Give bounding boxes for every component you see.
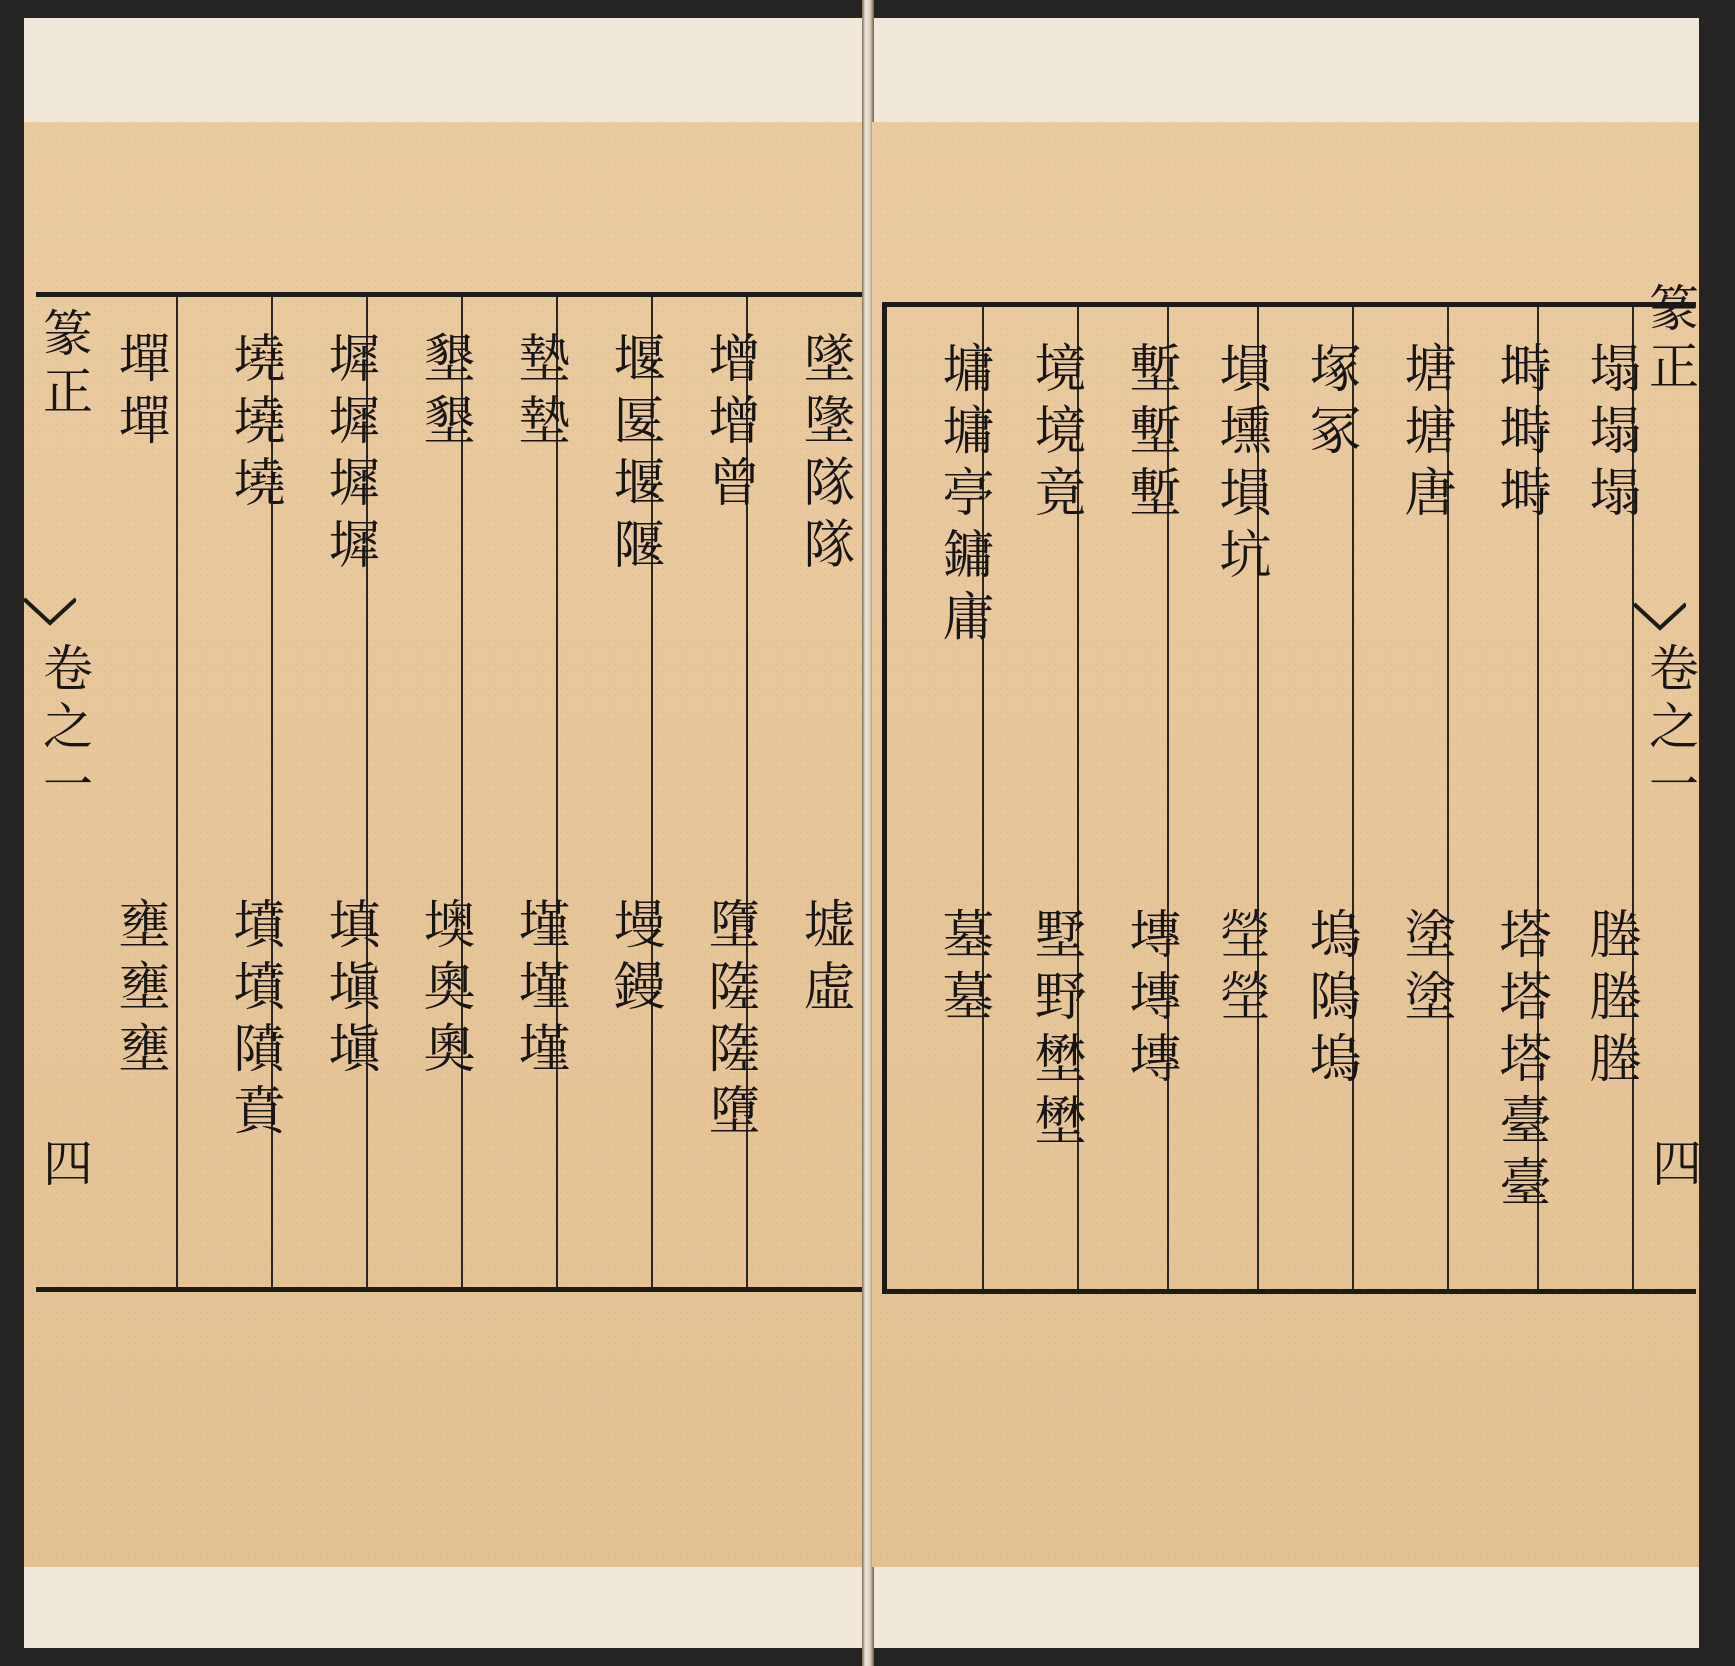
right-col-6-upper: 塹塹塹 [1120, 341, 1180, 527]
left-margin-folio: 四 [35, 1137, 93, 1195]
fish-tail-mark [1634, 602, 1686, 632]
right-col-5-lower: 塋塋 [1210, 907, 1270, 1031]
right-col-3-upper: 塘塘唐 [1395, 341, 1455, 527]
left-col-1-lower: 墟虛 [794, 897, 854, 1021]
left-col-1-upper: 墜墬隊隊 [794, 331, 854, 579]
left-col-3-upper: 堰匽堰隁 [604, 331, 664, 579]
left-margin-volume: 卷之一 [35, 642, 93, 816]
right-col-6-lower: 塼塼塼 [1120, 907, 1180, 1093]
left-col-4-upper: 墊墊 [509, 331, 569, 455]
left-col-6-lower: 填塡塡 [319, 897, 379, 1083]
right-col-7-lower: 墅野壄壄 [1025, 907, 1085, 1155]
right-col-4-lower: 塢隖塢 [1300, 907, 1360, 1093]
right-col-1-upper: 塌塌塌 [1580, 341, 1640, 527]
right-margin-folio: 四 [1644, 1137, 1702, 1195]
left-col-8-upper: 墠墠 [109, 331, 169, 455]
right-margin-title: 篆正 [1641, 282, 1699, 398]
left-page-frame [36, 292, 876, 1292]
right-col-1-lower: 塍塍塍 [1580, 907, 1640, 1093]
left-col-5-upper: 墾墾 [414, 331, 474, 455]
right-col-8-lower: 墓墓 [933, 907, 993, 1031]
left-col-2-upper: 增增曾 [699, 331, 759, 517]
left-col-3-lower: 墁鏝 [604, 897, 664, 1021]
right-col-3-lower: 塗塗 [1395, 907, 1455, 1031]
right-page-frame [882, 302, 1696, 1294]
fish-tail-mark [24, 597, 76, 627]
left-col-7-upper: 墝墝墝 [224, 331, 284, 517]
right-col-4-upper: 塚冢 [1300, 341, 1360, 465]
left-col-5-lower: 墺奧奧 [414, 897, 474, 1083]
right-col-7-upper: 境境竟 [1025, 341, 1085, 527]
left-col-2-lower: 墮隓隓墮 [699, 897, 759, 1145]
right-col-8-upper: 墉墉亭鏞庸 [933, 341, 993, 651]
right-page [872, 122, 1702, 1567]
right-margin-volume: 卷之一 [1641, 642, 1699, 816]
column-rule [176, 297, 178, 1287]
left-margin-title: 篆正 [35, 307, 93, 423]
right-col-2-lower: 塔塔塔臺臺 [1490, 907, 1550, 1217]
left-col-8-lower: 壅壅壅 [109, 897, 169, 1083]
left-page [24, 122, 864, 1567]
left-col-7-lower: 墳墳隫賁 [224, 897, 284, 1145]
left-col-4-lower: 墐墐墐 [509, 897, 569, 1083]
right-col-5-upper: 塤壎塤坑 [1210, 341, 1270, 589]
left-col-6-upper: 墀墀墀墀 [319, 331, 379, 579]
right-col-2-upper: 塒塒塒 [1490, 341, 1550, 527]
